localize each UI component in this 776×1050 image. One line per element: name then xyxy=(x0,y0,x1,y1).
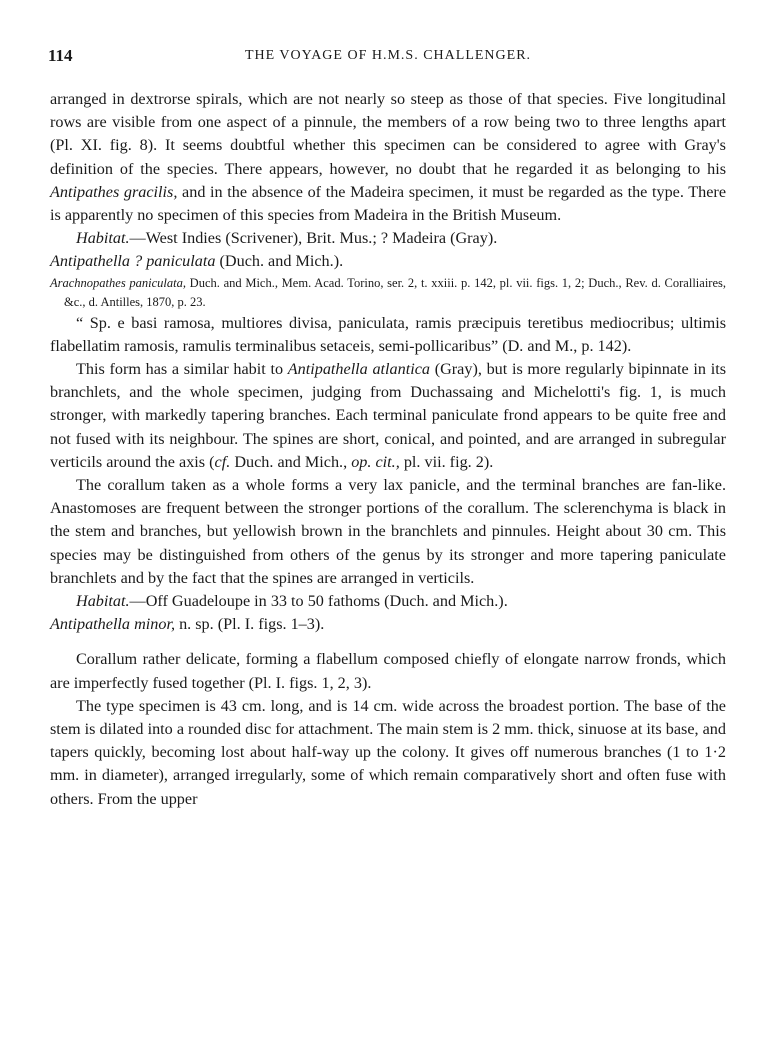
paragraph xyxy=(50,358,726,474)
habitat-label: Habitat. xyxy=(76,592,130,611)
body-text xyxy=(50,88,726,811)
species-authority: (Duch. and Mich.). xyxy=(215,252,344,271)
species-name: Antipathella minor, xyxy=(50,615,176,634)
latin-quote: “ Sp. e basi ramosa, multiores divisa, paniculata, ramis præcipuis teretibus mediocribus; ultimis flabellatim ramosis, ramulis terminalibus setaceis, semi-pollicaribus” (D. and M., p. 142). xyxy=(50,313,726,355)
habitat-line xyxy=(50,590,726,613)
abbrev: cf. xyxy=(214,452,231,471)
text-run: arranged in dextrorse spirals, which are not nearly so steep as those of that species. Five longitudinal rows are visible from one aspect of a pinnule, the members of a row being two to three lengths apart (Pl. XI. fig. 8). It seems doubtful whether this specimen can be considered to agree with Gray's definition of the species. There appears, however, no doubt that he regarded it as belonging to his xyxy=(50,90,726,178)
synonym-name: Arachnopathes paniculata, xyxy=(50,275,186,290)
species-heading xyxy=(50,250,726,273)
habitat-text: —Off Guadeloupe in 33 to 50 fathoms (Duch. and Mich.). xyxy=(129,592,508,611)
paragraph: Corallum rather delicate, forming a flabellum composed chiefly of elongate narrow fronds, which are imperfectly fused together (Pl. I. figs. 1, 2, 3). xyxy=(50,650,726,692)
habitat-label: Habitat. xyxy=(76,229,130,248)
page-header xyxy=(48,46,728,70)
species-heading xyxy=(50,613,726,636)
text-run: pl. vii. fig. 2). xyxy=(399,452,494,471)
paragraph: The corallum taken as a whole forms a very lax panicle, and the terminal branches are fan-like. Anastomoses are frequent between the stronger portions of the corallum. The sclerenchyma is black in the stem and branches, but yellowish brown in the branchlets and pinnules. Height about 30 cm. This species may be distinguished from others of the genus by its stronger and more tapering paniculate branchlets and by the fact that the spines are arranged in verticils. xyxy=(50,476,726,587)
spacer xyxy=(50,636,726,648)
habitat-line xyxy=(50,227,726,250)
synonymy xyxy=(50,274,726,312)
habitat-text: —West Indies (Scrivener), Brit. Mus.; ? Madeira (Gray). xyxy=(129,229,498,248)
abbrev: op. cit., xyxy=(351,452,400,471)
running-title: THE VOYAGE OF H.M.S. CHALLENGER. xyxy=(244,48,532,63)
continued-paragraph xyxy=(50,88,726,227)
taxon-name: Antipathella atlantica xyxy=(287,360,431,379)
species-name: Antipathella ? paniculata xyxy=(50,252,216,271)
text-run: This form has a similar habit to xyxy=(76,360,288,379)
text-run: Duch. and Mich., xyxy=(230,452,352,471)
paragraph: The type specimen is 43 cm. long, and is 14 cm. wide across the broadest portion. The base of the stem is dilated into a rounded disc for attachment. The main stem is 2 mm. thick, sinuose at its base, and tapers quickly, becoming lost about half-way up the colony. It gives off numerous branches (1 to 1·2 mm. in diameter), arranged irregularly, some of which remain comparatively short and often fuse with others. From the upper xyxy=(50,696,726,808)
text-run: (Gray), but is more regularly bipinnate in its branchlets, and the whole specimen, judging from Duchassaing and Michelotti's fig. 1, is much stronger, with markedly tapering branches. Each terminal paniculate frond appears to be quite free and not fused with its neighbour. The spines are short, conical, and pointed, and are arranged in subregular verticils around the axis ( xyxy=(50,360,726,471)
text-run: and in the absence of the Madeira specimen, it must be regarded as the type. There is apparently no specimen of this species from Madeira in the British Museum. xyxy=(50,182,727,225)
taxon-name: Antipathes gracilis, xyxy=(50,182,178,201)
synonym-reference: Duch. and Mich., Mem. Acad. Torino, ser. 2, t. xxiii. p. 142, pl. vii. figs. 1, 2; Duch., Rev. d. Coralliaires, &c., d. Antilles, 1870, p. 23. xyxy=(64,275,726,309)
species-authority: n. sp. (Pl. I. figs. 1–3). xyxy=(175,615,325,634)
page-number: 114 xyxy=(48,46,73,65)
